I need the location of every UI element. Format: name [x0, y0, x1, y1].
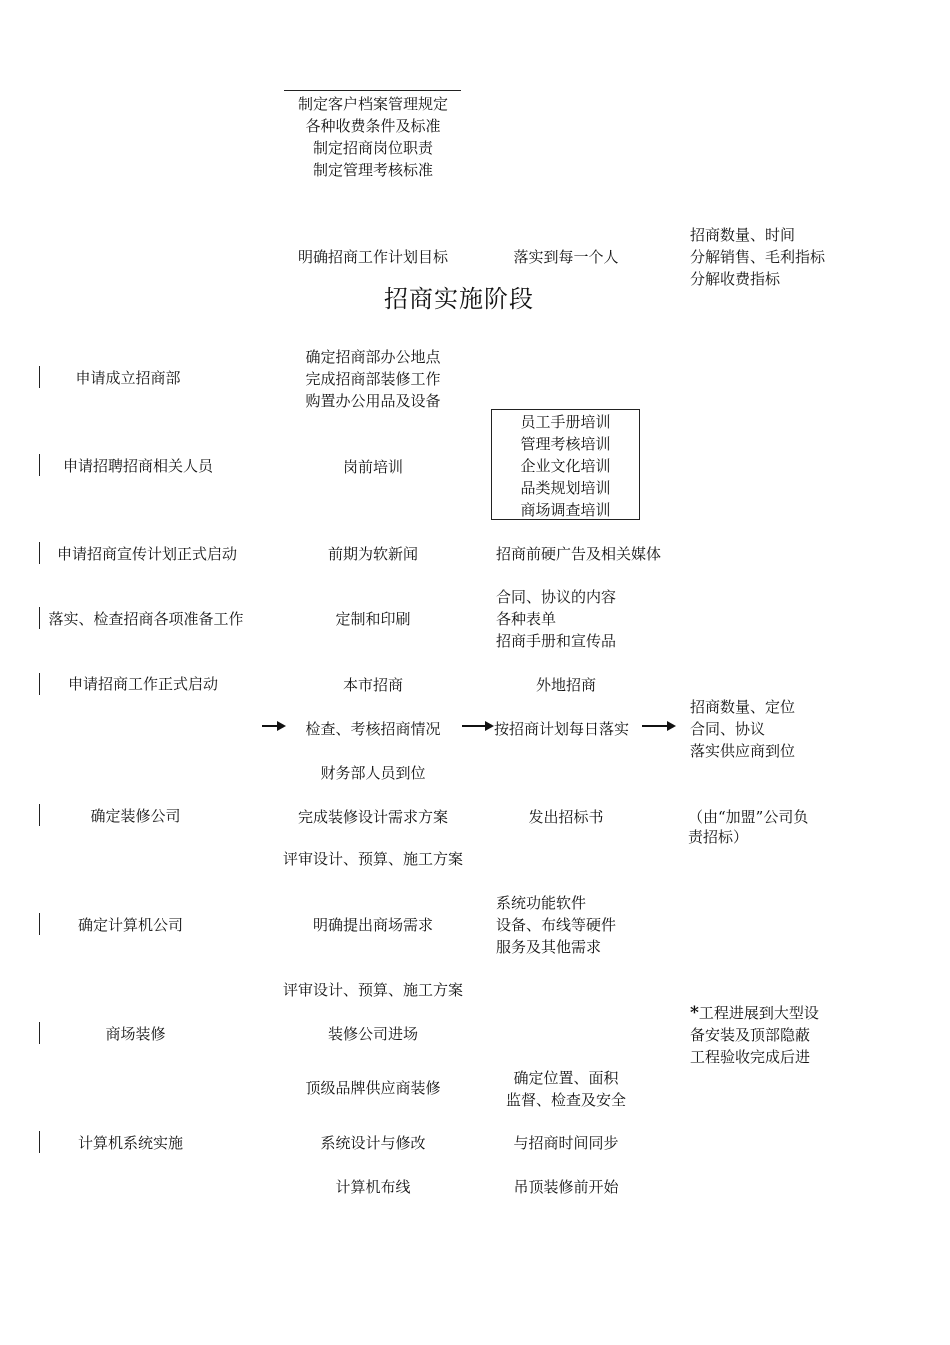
training-item-1: 员工手册培训 [520, 413, 611, 431]
row1-mid-3: 购置办公用品及设备 [305, 392, 441, 410]
row8-mid: 装修公司进场 [327, 1025, 418, 1043]
arrow-to-result [642, 725, 674, 727]
row2-label: 申请招聘招商相关人员 [62, 457, 213, 475]
row3-label: 申请招商宣传计划正式启动 [56, 545, 237, 563]
row7-right-1: 系统功能软件 [496, 894, 587, 912]
row4-right-2: 各种表单 [496, 610, 557, 628]
row7-mid: 明确提出商场需求 [312, 916, 433, 934]
prep-item-2: 各种收费条件及标准 [305, 117, 441, 135]
row8-brand: 顶级品牌供应商装修 [305, 1079, 441, 1097]
row5-local: 本市招商 [342, 676, 403, 694]
row5-daily: 按招商计划每日落实 [494, 720, 630, 738]
row4-right-1: 合同、协议的内容 [496, 588, 617, 606]
prep-item-4: 制定管理考核标准 [312, 161, 433, 179]
row6-mid: 完成装修设计需求方案 [297, 808, 448, 826]
asterisk-mark: * [690, 1003, 699, 1023]
row4-right-3: 招商手册和宣传品 [496, 632, 617, 650]
row8-note-3: 工程验收完成后进 [690, 1048, 811, 1066]
row8-note-line-1 [690, 1002, 819, 1024]
row9-wiring: 计算机布线 [335, 1178, 411, 1196]
prep-item-3: 制定招商岗位职责 [312, 139, 433, 157]
training-item-5: 商场调查培训 [520, 501, 611, 519]
row1-mid-1: 确定招商部办公地点 [305, 348, 441, 366]
row8-note-1: 工程进展到大型设 [698, 1004, 819, 1022]
row5-result-3: 落实供应商到位 [690, 742, 796, 760]
row3-mid: 前期为软新闻 [327, 545, 418, 563]
plan-assign: 落实到每一个人 [513, 248, 619, 266]
row4-mid: 定制和印刷 [335, 610, 411, 628]
row1-label: 申请成立招商部 [75, 369, 181, 387]
stage-title: 招商实施阶段 [384, 285, 534, 313]
row8-brand-right-1: 确定位置、面积 [513, 1069, 619, 1087]
row1-mid-2: 完成招商部装修工作 [305, 370, 441, 388]
row5-label: 申请招商工作正式启动 [67, 675, 218, 693]
row5-result-1: 招商数量、定位 [690, 698, 796, 716]
row6-label: 确定装修公司 [90, 807, 181, 825]
plan-goal: 明确招商工作计划目标 [297, 248, 448, 266]
training-item-3: 企业文化培训 [520, 457, 611, 475]
row8-brand-right-2: 监督、检查及安全 [505, 1091, 626, 1109]
row2-mid: 岗前培训 [342, 458, 403, 476]
row6-note-1: （由“加盟”公司负 [688, 808, 809, 826]
training-item-2: 管理考核培训 [520, 435, 611, 453]
row7-right-3: 服务及其他需求 [496, 938, 602, 956]
plan-indicator-2: 分解销售、毛利指标 [690, 248, 826, 266]
training-item-4: 品类规划培训 [520, 479, 611, 497]
row3-right: 招商前硬广告及相关媒体 [496, 545, 662, 563]
row9-label: 计算机系统实施 [77, 1134, 183, 1152]
row6-review: 评审设计、预算、施工方案 [282, 850, 463, 868]
row6-right: 发出招标书 [528, 808, 604, 826]
row7-right-2: 设备、布线等硬件 [496, 916, 617, 934]
row9-right: 与招商时间同步 [513, 1134, 619, 1152]
top-rule [284, 90, 461, 91]
row7-review: 评审设计、预算、施工方案 [282, 981, 463, 999]
row4-label: 落实、检查招商各项准备工作 [48, 610, 244, 628]
row5-finance: 财务部人员到位 [320, 764, 426, 782]
row8-note-2: 备安装及顶部隐蔽 [690, 1026, 811, 1044]
plan-indicator-1: 招商数量、时间 [690, 226, 796, 244]
row-marker-3 [39, 542, 40, 564]
row9-wiring-right: 吊顶装修前开始 [513, 1178, 619, 1196]
row6-note-2: 责招标） [688, 828, 749, 846]
row5-remote: 外地招商 [535, 676, 596, 694]
arrow-to-daily [462, 725, 492, 727]
row8-label: 商场装修 [105, 1025, 166, 1043]
row7-label: 确定计算机公司 [77, 916, 183, 934]
row5-check: 检查、考核招商情况 [305, 720, 441, 738]
prep-item-1: 制定客户档案管理规定 [297, 95, 448, 113]
plan-indicator-3: 分解收费指标 [690, 270, 781, 288]
row5-result-2: 合同、协议 [690, 720, 766, 738]
row9-mid: 系统设计与修改 [320, 1134, 426, 1152]
